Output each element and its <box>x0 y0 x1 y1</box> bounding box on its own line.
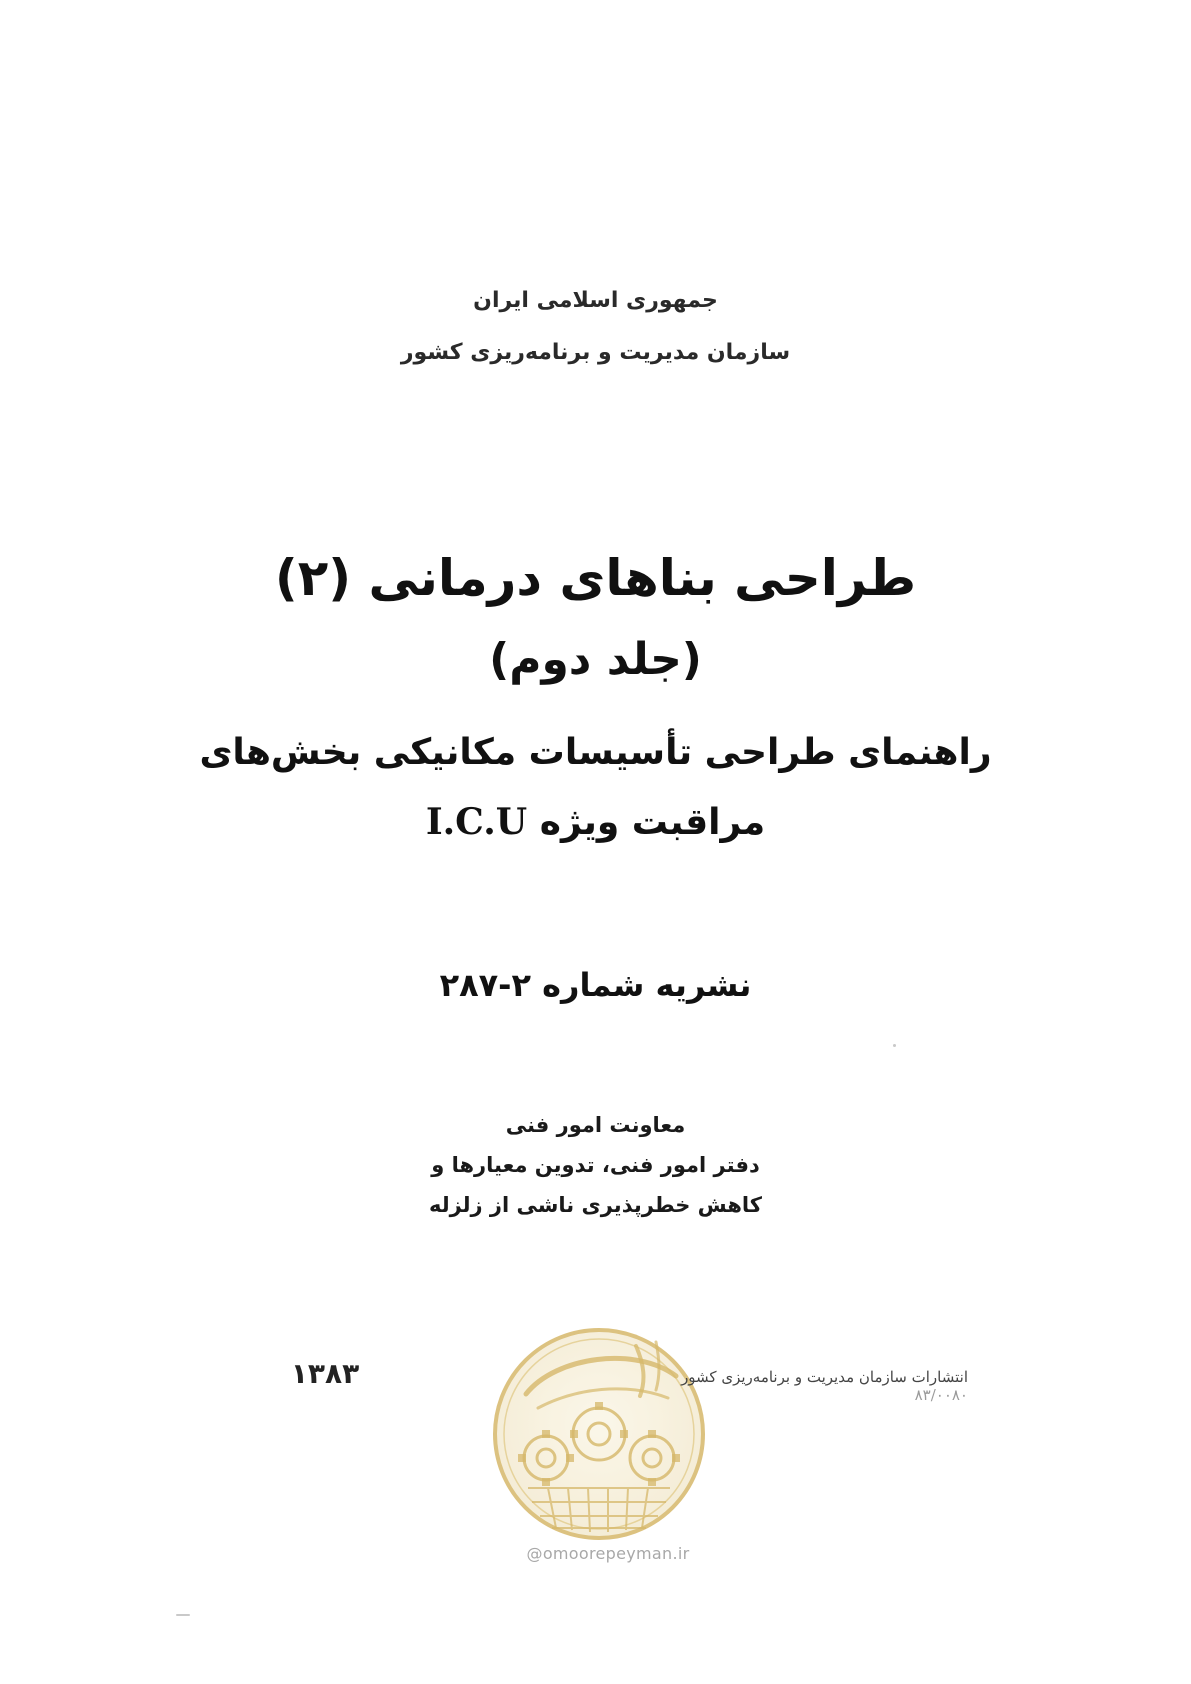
document-subtitle-line2 <box>0 800 1191 845</box>
subtitle-icu-en: I.C.U <box>425 801 528 843</box>
watermark-website: @omoorepeyman.ir <box>526 1544 690 1563</box>
organization-name: سازمان مدیریت و برنامه‌ریزی کشور <box>400 340 791 365</box>
scan-speck <box>893 1044 896 1047</box>
country-name: جمهوری اسلامی ایران <box>473 288 718 313</box>
publisher-number: ۸۳/۰۰۸۰ <box>914 1386 968 1404</box>
scan-speck <box>176 1614 190 1616</box>
publication-year: ۱۳۸۳ <box>290 1357 360 1390</box>
document-subtitle-line1: راهنمای طراحی تأسیسات مکانیکی بخش‌های <box>199 732 992 773</box>
volume-label: (جلد دوم) <box>489 634 702 685</box>
seal-emblem-icon <box>486 1316 712 1556</box>
document-title: طراحی بناهای درمانی (۲) <box>274 549 917 607</box>
department-line1: معاونت امور فنی <box>505 1113 686 1137</box>
publisher-line <box>668 1368 968 1404</box>
department-line2: دفتر امور فنی، تدوین معیارها و <box>431 1153 760 1177</box>
subtitle-icu-fa: مراقبت ویژه <box>539 802 766 843</box>
publisher-name: انتشارات سازمان مدیریت و برنامه‌ریزی کشور <box>681 1368 968 1386</box>
watermark-seal <box>486 1316 712 1556</box>
publication-number: نشریه شماره ۲-۲۸۷ <box>439 966 752 1004</box>
department-line3: کاهش خطرپذیری ناشی از زلزله <box>428 1193 763 1217</box>
